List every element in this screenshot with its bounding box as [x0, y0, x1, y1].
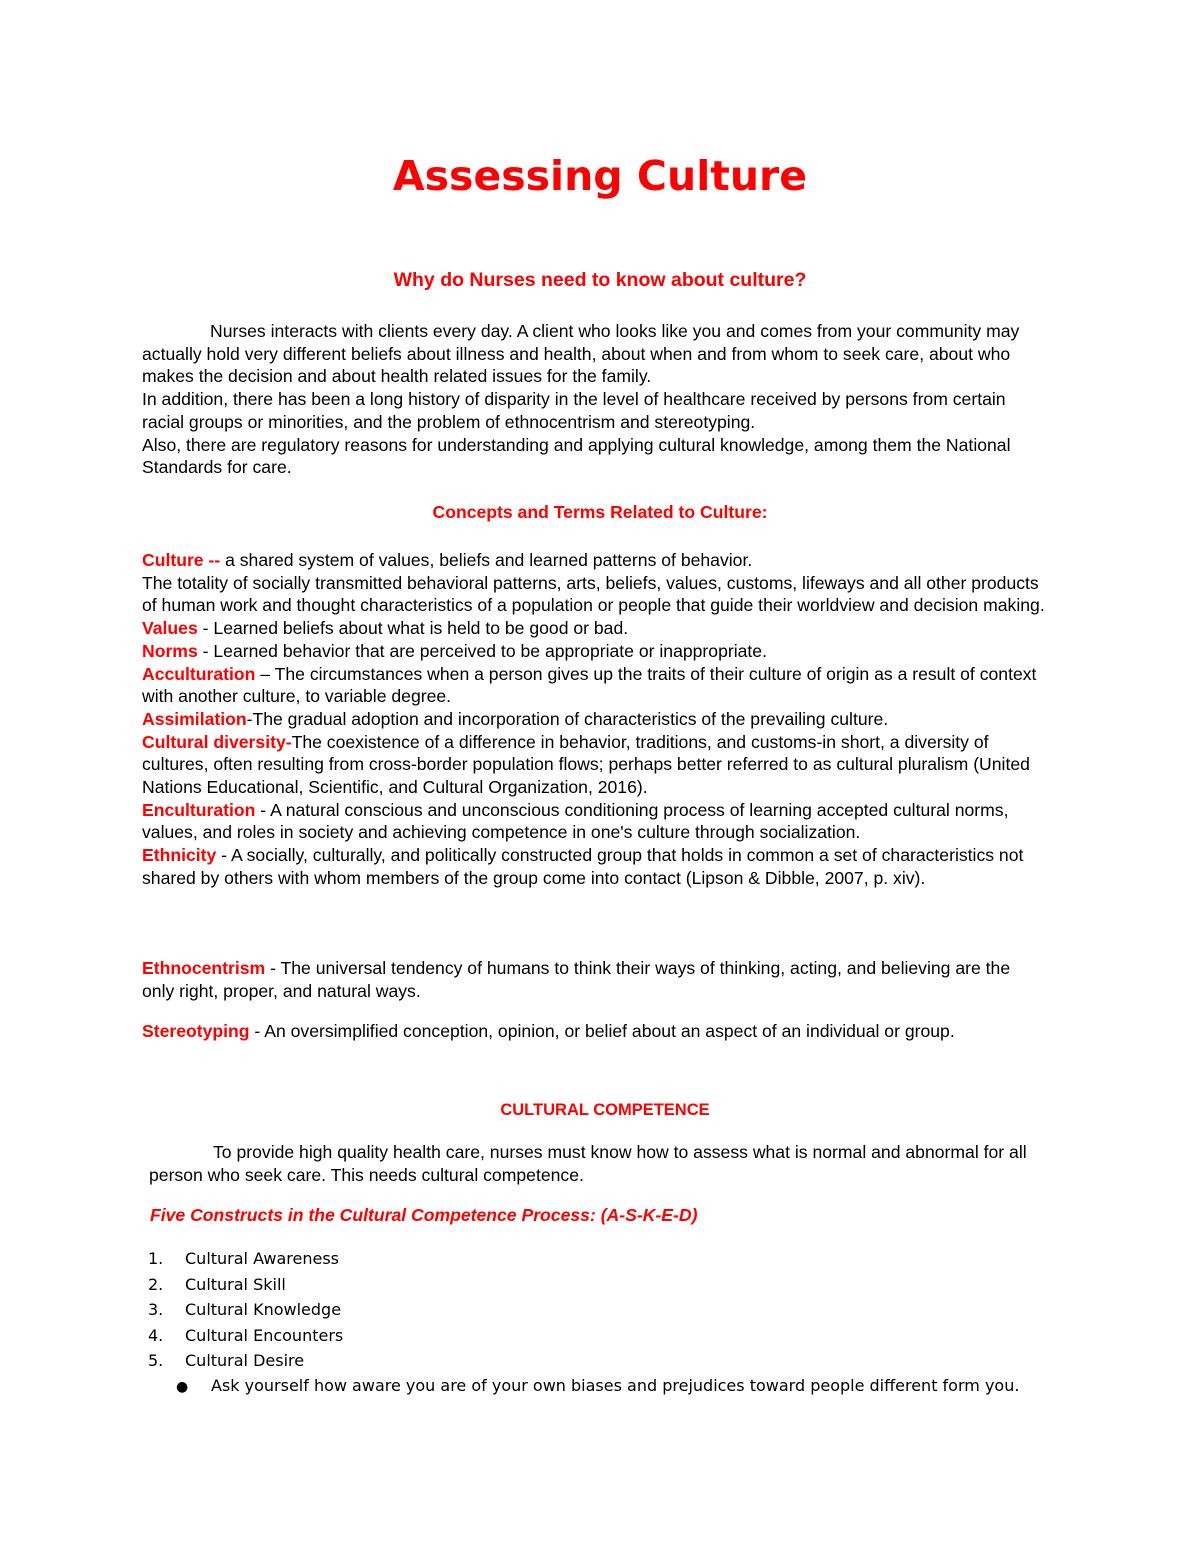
term-label: Culture --: [142, 550, 221, 570]
bullet-item: ● Ask yourself how aware you are of your own biases and prejudices toward people different form you.: [176, 1375, 1019, 1398]
term-acculturation: Acculturation – The circumstances when a person gives up the traits of their culture of origin as a result of context with another culture, to variable degree.: [142, 663, 1037, 707]
list-item: 5. Cultural Desire: [148, 1351, 305, 1370]
term-ethnicity: Ethnicity - A socially, culturally, and politically constructed group that holds in common a set of characteristics not shared by others with whom members of the group come into contact (Lipson & Dibble, 2007, p. xiv).: [142, 845, 1024, 888]
competence-paragraph: To provide high quality health care, nurses must know how to assess what is normal and abnormal for all person who seek care. This needs cultural competence.: [149, 1142, 1027, 1185]
list-item: 2. Cultural Skill: [148, 1274, 286, 1294]
bullet-icon: ●: [176, 1379, 189, 1395]
term-norms: Norms - Learned behavior that are perceived to be appropriate or inappropriate.: [142, 640, 767, 661]
term-culture: [142, 549, 1047, 572]
term-ethnocentrism: Ethnocentrism - The universal tendency of humans to think their ways of thinking, acting, and believing are the only right, proper, and natural ways.: [142, 958, 1011, 1001]
page-title: Assessing Culture: [392, 152, 808, 200]
competence-heading: CULTURAL COMPETENCE: [500, 1101, 710, 1119]
terms-section: [142, 549, 1047, 890]
why-paragraph-2: In addition, there has been a long history of disparity in the level of healthcare received by persons from certain racial groups or minorities, and the problem of ethnocentrism and stereotyping.: [142, 389, 1006, 432]
term-definition: a shared system of values, beliefs and learned patterns of behavior.: [225, 550, 753, 570]
term-assimilation: Assimilation-The gradual adoption and incorporation of characteristics of the prevailing culture.: [142, 708, 889, 729]
why-paragraph-3: Also, there are regulatory reasons for understanding and applying cultural knowledge, among them the National Standards for care.: [142, 434, 1011, 478]
constructs-list: [148, 1246, 343, 1374]
why-paragraph-1: Nurses interacts with clients every day. A client who looks like you and comes from your community may actually hold very different beliefs about illness and health, about when and from whom to seek care, about who makes the decision and about health related issues for the family.: [142, 321, 1020, 387]
term-cultural-diversity: Cultural diversity-The coexistence of a difference in behavior, traditions, and customs-in short, a diversity of cultures, often resulting from cross-border population flows; perhaps better referred to as cultural pluralism (United Nations Educational, Scientific, and Cultural Organization, 2016).: [142, 731, 1030, 798]
why-heading: Why do Nurses need to know about culture?: [393, 269, 807, 291]
term-enculturation: Enculturation - A natural conscious and unconscious conditioning process of learning accepted cultural norms, values, and roles in society and achieving competence in one's culture through socialization.: [142, 799, 1009, 843]
constructs-heading: Five Constructs in the Cultural Competence Process: (A-S-K-E-D): [150, 1205, 698, 1225]
concepts-heading: Concepts and Terms Related to Culture:: [432, 502, 768, 522]
why-section: [142, 320, 1047, 479]
list-item: 4. Cultural Encounters: [148, 1325, 344, 1345]
term-values: Values - Learned beliefs about what is held to be good or bad.: [142, 618, 629, 639]
term-stereotyping: Stereotyping - An oversimplified conception, opinion, or belief about an aspect of an individual or group.: [142, 1021, 955, 1041]
culture-extra: The totality of socially transmitted behavioral patterns, arts, beliefs, values, customs, lifeways and all other products of human work and thought characteristics of a population or people that guide their worldview and decision making.: [142, 572, 1045, 616]
list-item: 3. Cultural Knowledge: [148, 1300, 342, 1319]
list-item: 1. Cultural Awareness: [148, 1249, 339, 1268]
